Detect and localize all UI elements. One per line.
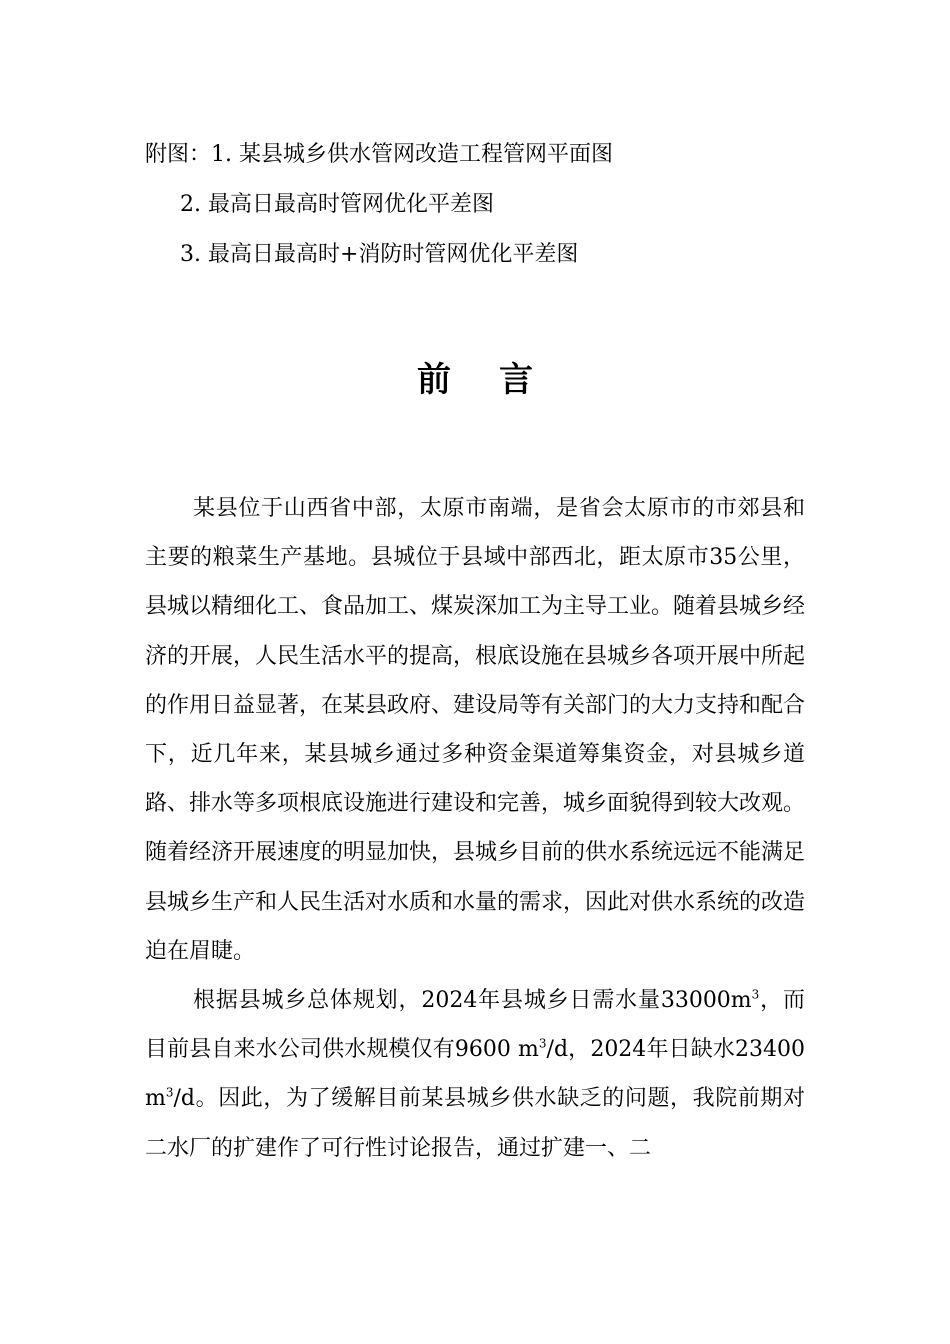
paragraph-2 [145,976,805,1173]
appendix-line-2: 2. 最高日最高时管网优化平差图 [180,192,494,217]
superscript-2: 3 [538,1036,547,1051]
superscript-3: 3 [165,1086,174,1101]
heading-char-1: 前 [417,360,451,400]
paragraph-1: 某县位于山西省中部，太原市南端，是省会太原市的市郊县和主要的粮菜生产基地。县城位于县域中部西北，距太原市35公里，县城以精细化工、食品加工、煤炭深加工为主导工业。随着县城乡经济的开展，人民生活水平的提高，根底设施在县城乡各项开展中所起的作用日益显著，在某县政府、建设局等有关部门的大力支持和配合下，近几年来，某县城乡通过多种资金渠道筹集资金，对县城乡道路、排水等多项根底设施进行建设和完善，城乡面貌得到较大改观。随着经济开展速度的明显加快，县城乡目前的供水系统远远不能满足县城乡生产和人民生活对水质和水量的需求，因此对供水系统的改造迫在眉睫。 [145,496,806,964]
body-text [145,484,805,1173]
paragraph-2-part-4: /d。因此，为了缓解目前某县城乡供水缺乏的问题，我院前期对二水厂的扩建作了可行性讨论报告，通过扩建一、二 [145,1086,805,1161]
paragraph-2-part-1: 根据县城乡总体规划，2024年县城乡日需水量33000m [193,988,752,1014]
superscript-1: 3 [751,987,760,1002]
appendix-line-1: 附图：1. 某县城乡供水管网改造工程管网平面图 [145,142,613,167]
paragraph-2-part-3: /d，2024年日缺水23400 m [145,1037,805,1112]
appendix-list [145,130,845,280]
heading-char-2: 言 [499,360,533,400]
appendix-line-3: 3. 最高日最高时+消防时管网优化平差图 [180,242,579,267]
paragraph-2-part-2: ，而目前县自来水公司供水规模仅有9600 m [145,988,805,1063]
section-heading [0,352,950,408]
